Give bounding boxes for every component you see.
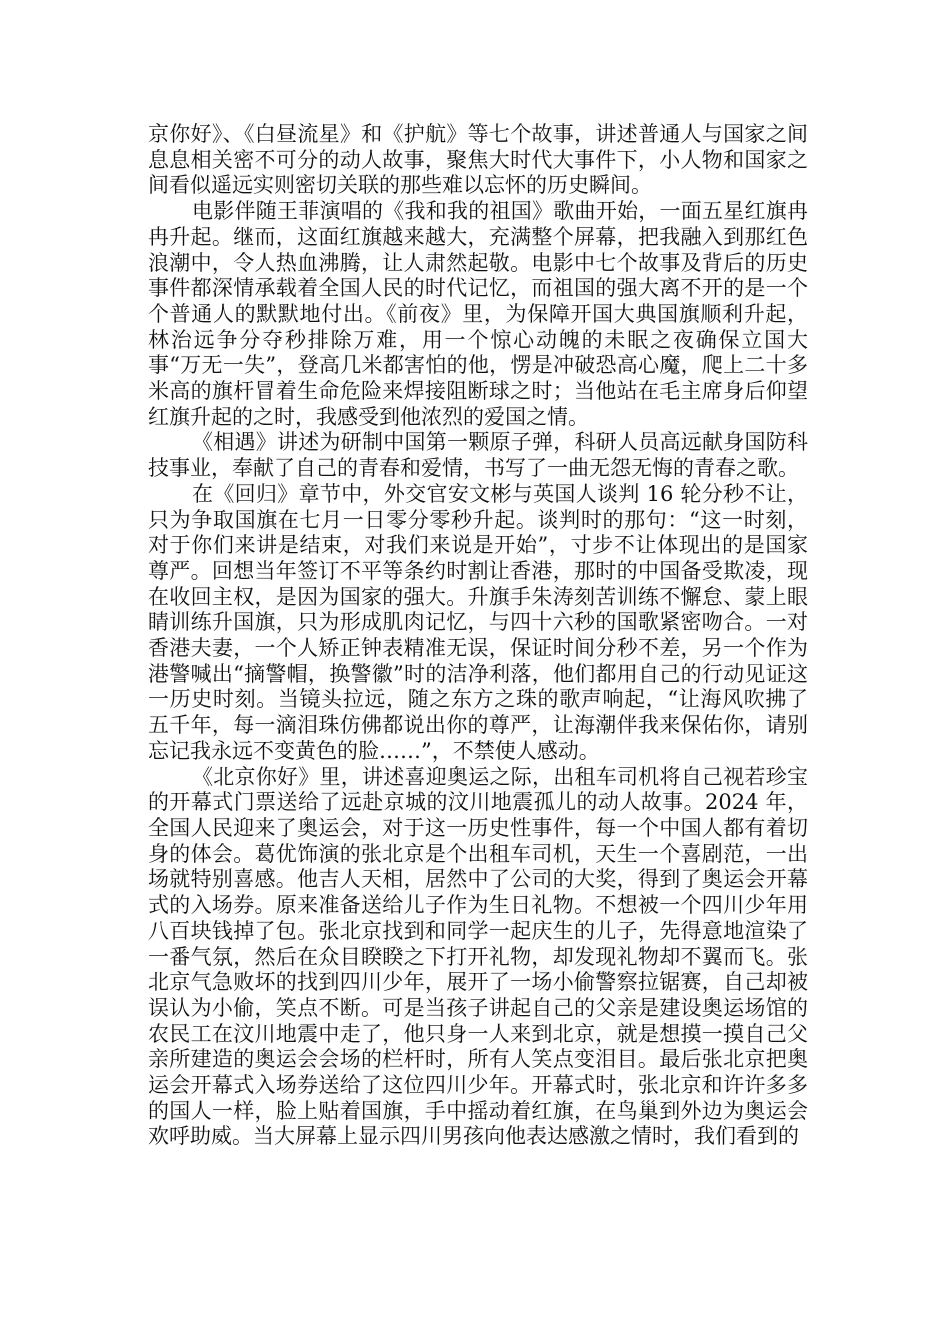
paragraph-return: 在《回归》章节中，外交官安文彬与英国人谈判 16 轮分秒不让，只为争取国旗在七月一日零分零秒升起。谈判时的那句：“这一时刻，对于你们来讲是结束，对我们来说是开始”，寸步不让体现出的是国家尊严。回想当年签订不平等条约时割让香港，那时的中国备受欺凌，现在收回主权，是因为国家的强大。升旗手朱涛刻苦训练不懈怠、蒙上眼睛训练升国旗，只为形成肌肉记忆，与四十六秒的国歌紧密吻合。一对香港夫妻，一个人矫正钟表精准无误，保证时间分秒不差，另一个作为港警喊出“摘警帽，换警徽”时的洁净利落，他们都用自己的行动见证这一历史时刻。当镜头拉远，随之东方之珠的歌声响起，“让海风吹拂了五千年，每一滴泪珠仿佛都说出你的尊严，让海潮伴我来保佑你，请别忘记我永远不变黄色的脸……”，不禁使人感动。: [148, 481, 808, 763]
document-body: [148, 122, 808, 1150]
paragraph-hello-beijing: 《北京你好》里，讲述喜迎奥运之际，出租车司机将自己视若珍宝的开幕式门票送给了远赴京城的汶川地震孤儿的动人故事。2024 年，全国人民迎来了奥运会，对于这一历史性事件，每一个中国人都有着切身的体会。葛优饰演的张北京是个出租车司机，天生一个喜剧范，一出场就特别喜感。他吉人天相，居然中了公司的大奖，得到了奥运会开幕式的入场券。原来准备送给儿子作为生日礼物。不想被一个四川少年用八百块钱掉了包。张北京找到和同学一起庆生的儿子，先得意地渲染了一番气氛，然后在众目睽睽之下打开礼物，却发现礼物却不翼而飞。张北京气急败坏的找到四川少年，展开了一场小偷警察拉锯赛，自己却被误认为小偷，笑点不断。可是当孩子讲起自己的父亲是建设奥运场馆的农民工在汶川地震中走了，他只身一人来到北京，就是想摸一摸自己父亲所建造的奥运会会场的栏杆时，所有人笑点变泪目。最后张北京把奥运会开幕式入场券送给了这位四川少年。开幕式时，张北京和许许多多的国人一样，脸上贴着国旗，手中摇动着红旗，在鸟巢到外边为奥运会欢呼助威。当大屏幕上显示四川男孩向他表达感激之情时，我们看到的: [148, 764, 808, 1149]
paragraph-continuation: 京你好》、《白昼流星》和《护航》等七个故事，讲述普通人与国家之间息息相关密不可分的动人故事，聚焦大时代大事件下，小人物和国家之间看似遥远实则密切关联的那些难以忘怀的历史瞬间。: [148, 122, 808, 198]
paragraph-my-motherland: 电影伴随王菲演唱的《我和我的祖国》歌曲开始，一面五星红旗冉冉升起。继而，这面红旗越来越大，充满整个屏幕，把我融入到那红色浪潮中，令人热血沸腾，让人肃然起敬。电影中七个故事及背后的历史事件都深情承载着全国人民的时代记忆，而祖国的强大离不开的是一个个普通人的默默地付出。《前夜》里，为保障开国大典国旗顺利升起，林治远争分夺秒排除万难，用一个惊心动魄的未眠之夜确保立国大事“万无一失”，登高几米都害怕的他，愣是冲破恐高心魔，爬上二十多米高的旗杆冒着生命危险来焊接阻断球之时；当他站在毛主席身后仰望红旗升起的之时，我感受到他浓烈的爱国之情。: [148, 199, 808, 429]
paragraph-encounter: 《相遇》讲述为研制中国第一颗原子弹，科研人员高远献身国防科技事业，奉献了自己的青春和爱情，书写了一曲无怨无悔的青春之歌。: [148, 430, 808, 481]
